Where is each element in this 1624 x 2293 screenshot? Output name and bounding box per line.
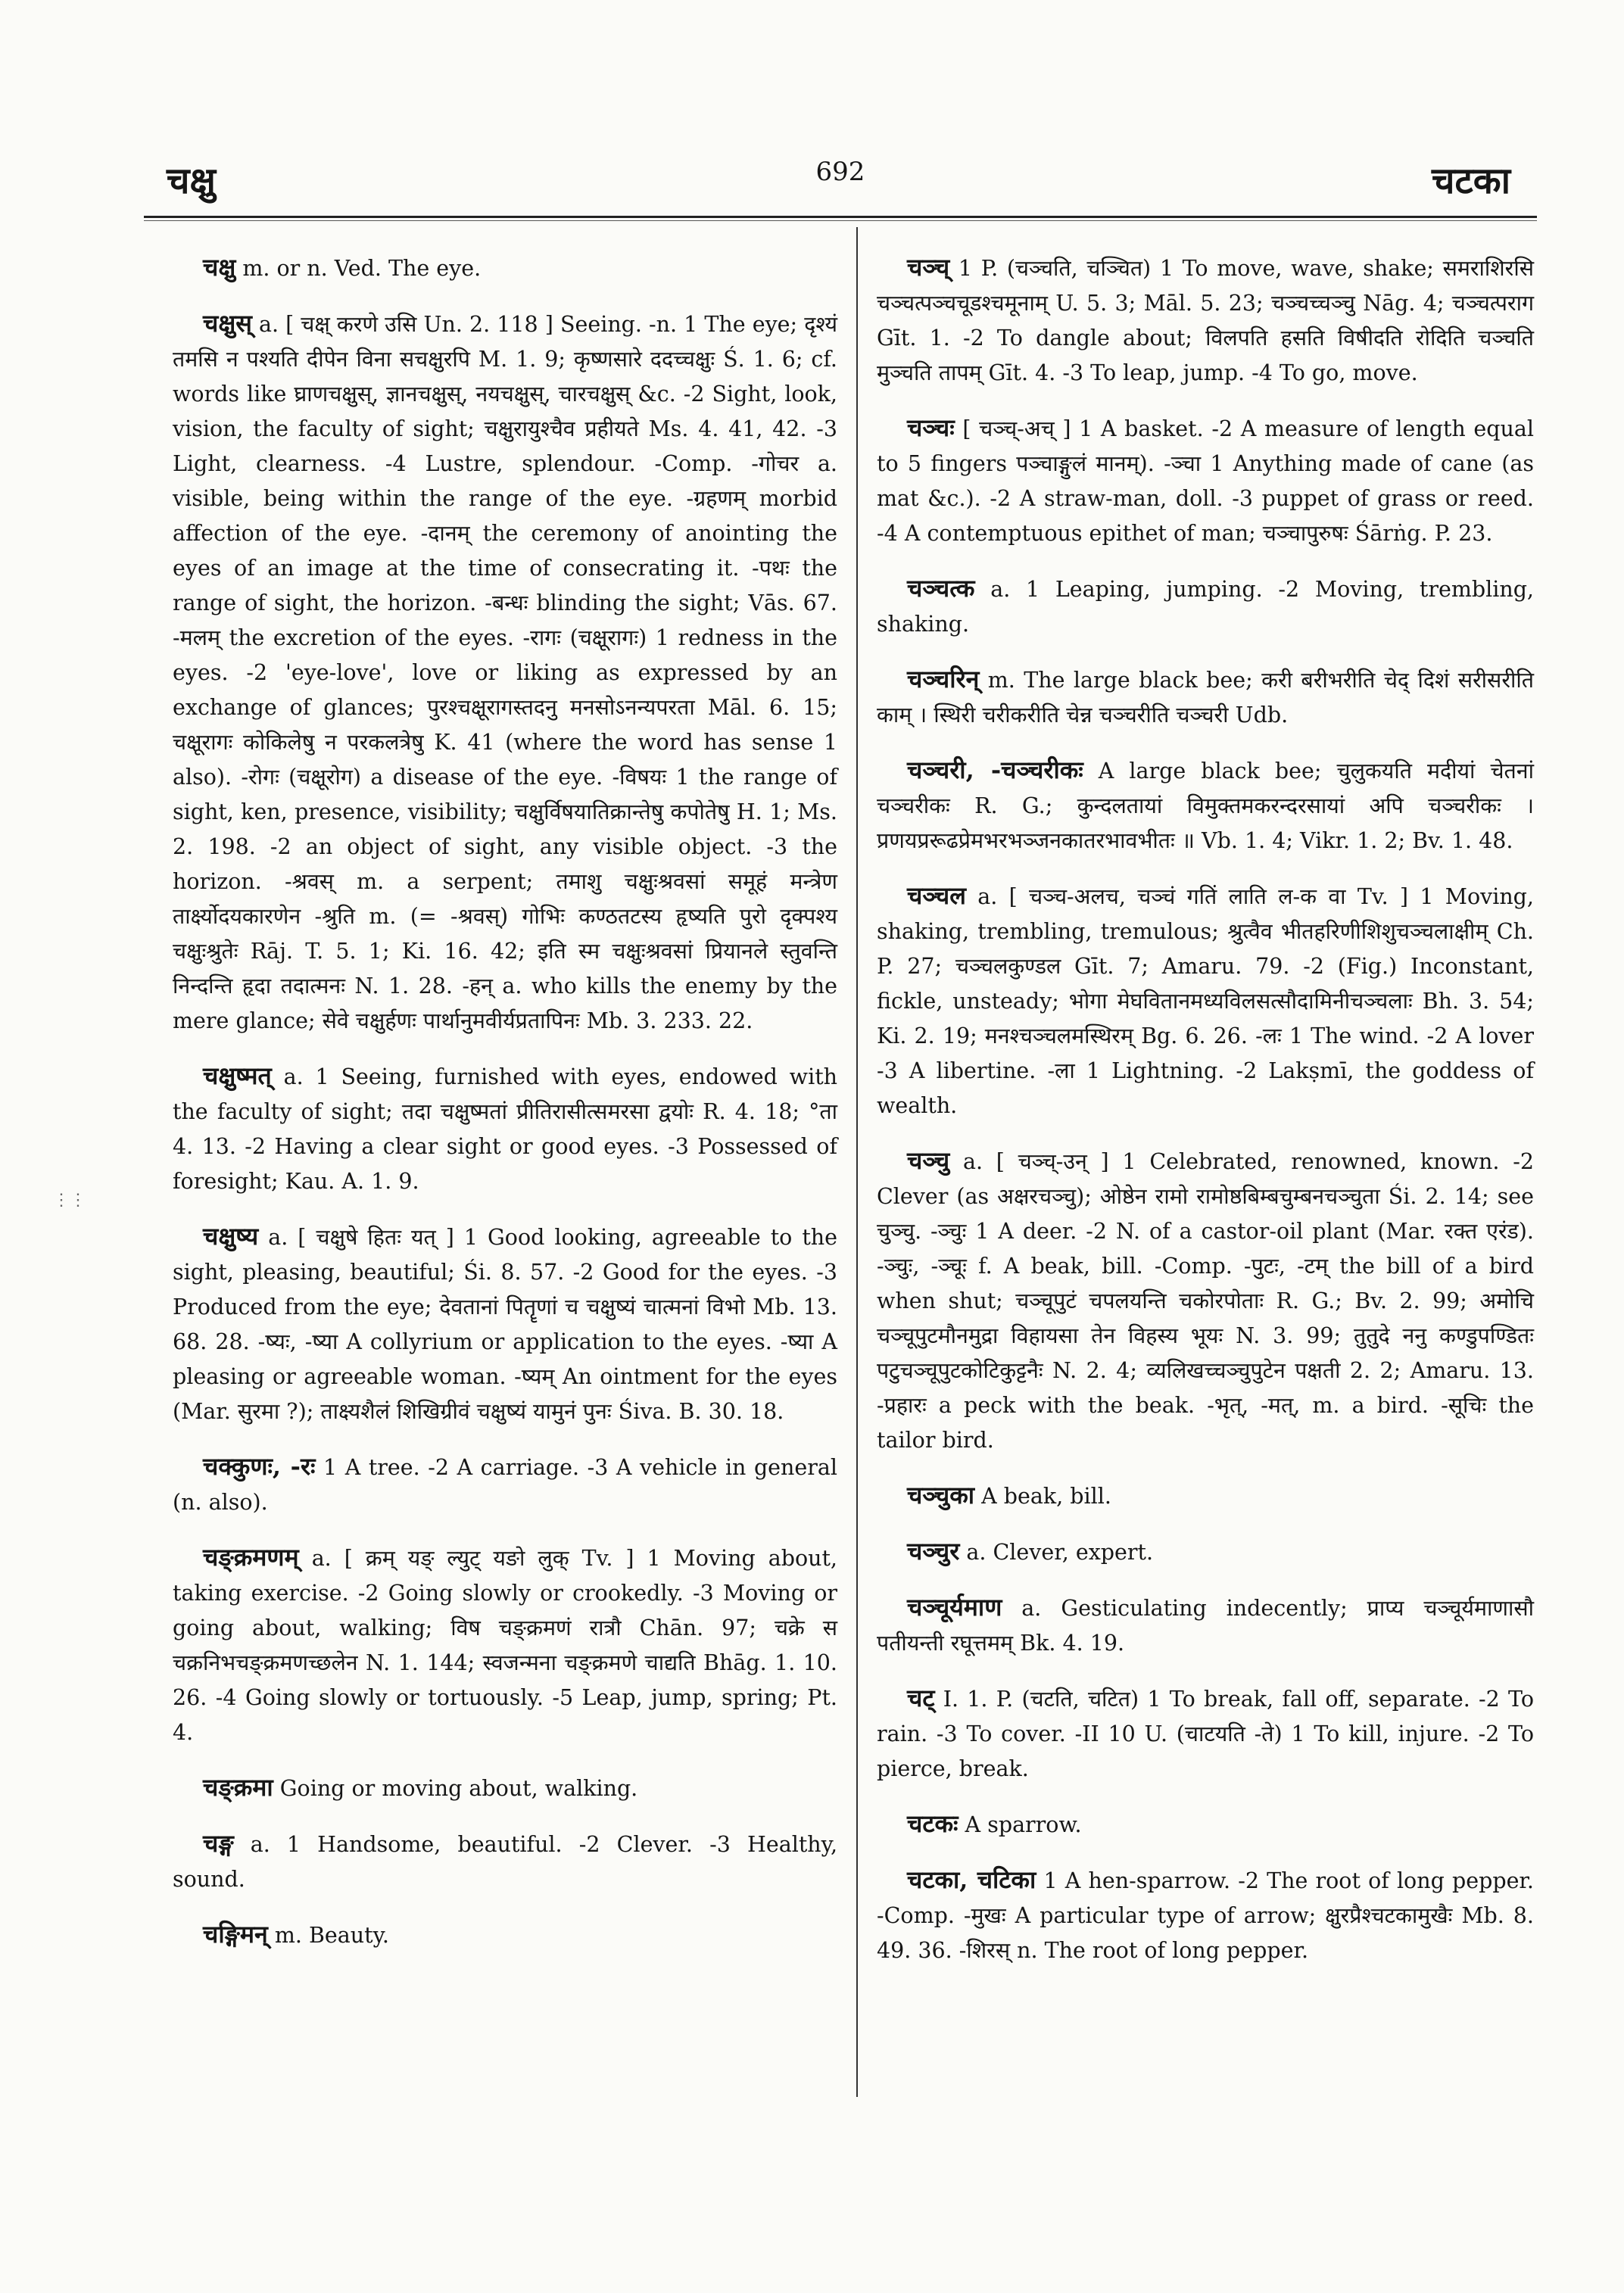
entry-headword: चङ्ग xyxy=(203,1829,234,1858)
dictionary-entry xyxy=(877,250,1534,391)
entry-definition: m. The large black bee; करी बरीभरीति चेद् दिशं सरीसरीति काम् । स्थिरी चरीकरीति चेन्न चञ्चरीति चञ्चरी Udb. xyxy=(877,668,1534,727)
entry-definition: a. 1 Seeing, furnished with eyes, endowed with the faculty of sight; तदा चक्षुष्मतां प्रीतिरासीत्समरसा द्वयोः R. 4. 18; °ता 4. 13. -2 Having a clear sight or good eyes. -3 Possessed of foresight; Kau. A. 1. 9. xyxy=(173,1064,837,1194)
entry-definition: m. Beauty. xyxy=(267,1923,389,1948)
right-column xyxy=(877,250,1534,1988)
entry-definition: I. 1. P. (चटति, चटित) 1 To break, fall off, separate. -2 To rain. -3 To cover. -II 10 U. (चाटयति -ते) 1 To kill, injure. -2 To pierce, break. xyxy=(877,1687,1534,1781)
entry-headword: चञ्चत्क xyxy=(907,574,975,603)
entry-headword: चट् xyxy=(907,1684,935,1712)
entry-headword: चञ्चुर xyxy=(907,1537,960,1566)
entry-definition: Going or moving about, walking. xyxy=(273,1776,638,1801)
dictionary-entry xyxy=(877,752,1534,858)
left-column xyxy=(173,250,837,1973)
column-divider xyxy=(856,227,858,2097)
dictionary-entry xyxy=(877,1681,1534,1787)
dictionary-entry xyxy=(877,1478,1534,1514)
dictionary-entry xyxy=(173,1540,837,1750)
dictionary-entry xyxy=(877,662,1534,733)
entry-headword: चक्कुणः, -रः xyxy=(203,1452,316,1481)
dictionary-entry xyxy=(877,1143,1534,1458)
entry-definition: a. [ चक्ष् करणे उसि Un. 2. 118 ] Seeing. -n. 1 The eye; दृश्यं तमसि न पश्यति दीपेन विना सचक्षुरपि M. 1. 9; कृष्णसारे ददच्चक्षुः Ś. 1. 6; cf. words like घ्राणचक्षुस्, ज्ञानचक्षुस्, नयचक्षुस्, चारचक्षुस् &c. -2 Sight, look, vision, the faculty of sight; चक्षुरायुश्चैव प्रहीयते Ms. 4. 41, 42. -3 Light, clearness. -4 Lustre, splendour. -Comp. -गोचर a. visible, being within the range of the eye. -ग्रहणम् morbid affection of the eye. -दानम् the ceremony of anointing the eyes of an image at the time of consecrating it. -पथः the range of sight, the horizon. -बन्धः blinding the sight; Vās. 67. -मलम् the excretion of the eyes. -रागः (चक्षूरागः) 1 redness in the eyes. -2 'eye-love', love or liking as expressed by an exchange of glances; पुरश्चक्षूरागस्तदनु मनसोऽनन्यपरता Māl. 6. 15; चक्षूरागः कोकिलेषु न परकलत्रेषु K. 41 (where the word has sense 1 also). -रोगः (चक्षूरोग) a disease of the eye. -विषयः 1 the range of sight, ken, presence, visibility; चक्षुर्विषयातिक्रान्तेषु कपोतेषु H. 1; Ms. 2. 198. -2 an object of sight, any visible object. -3 the horizon. -श्रवस् m. a serpent; तमाशु चक्षुःश्रवसां समूहं मन्त्रेण तार्क्ष्योदयकारणेन -श्रुति m. (= -श्रवस्) गोभिः कण्ठतटस्य हृष्यति पुरो दृक्पश्य चक्षुःश्रुतेः Rāj. T. 5. 1; Ki. 16. 42; इति स्म चक्षुःश्रवसां प्रियानले स्तुवन्ति निन्दन्ति हृदा तदात्मनः N. 1. 28. -हन् a. who kills the enemy by the mere glance; सेवे चक्षुर्हणः पार्थानुमवीर्यप्रतापिनः Mb. 3. 233. 22. xyxy=(173,312,837,1033)
dictionary-entry xyxy=(173,306,837,1039)
entry-definition: 1 P. (चञ्चति, चञ्चित) 1 To move, wave, shake; समराशिरसि चञ्चत्पञ्चचूडश्चमूनाम् U. 5. 3; Māl. 5. 23; चञ्चच्चञ्चु Nāg. 4; चञ्चत्पराग Gīt. 1. -2 To dangle about; विलपति हसति विषीदति रोदिति चञ्चति मुञ्चति तापम् Gīt. 4. -3 To leap, jump. -4 To go, move. xyxy=(877,256,1534,385)
dictionary-entry xyxy=(173,1219,837,1429)
entry-headword: चङ्क्रमणम् xyxy=(203,1543,299,1572)
entry-definition: m. or n. Ved. The eye. xyxy=(235,256,482,281)
entry-headword: चञ्चरिन् xyxy=(907,665,980,693)
entry-definition: A large black bee; चुलुकयति मदीयां चेतनां चञ्चरीकः R. G.; कुन्दलतायां विमुक्तमकरन्दरसायां अपि चञ्चरीकः । प्रणयप्ररूढप्रेमभरभञ्जनकातरभावभीतः ॥ Vb. 1. 4; Vikr. 1. 2; Bv. 1. 48. xyxy=(877,759,1534,853)
dictionary-entry xyxy=(173,1917,837,1953)
entry-headword: चक्षु xyxy=(203,253,236,282)
entry-definition: a. [ क्रम् यङ् ल्युट् यङो लुक् Tv. ] 1 Moving about, taking exercise. -2 Going slowly or crookedly. -3 Moving or going about, walking; विष चङ्क्रमणं रात्रौ Chān. 97; चक्रे स चक्रनिभचङ्क्रमणच्छलेन N. 1. 144; स्वजन्मना चङ्क्रमणे चाद्यति Bhāg. 1. 10. 26. -4 Going slowly or tortuously. -5 Leap, jump, spring; Pt. 4. xyxy=(173,1546,837,1745)
dictionary-entry xyxy=(173,250,837,286)
header-rule xyxy=(144,216,1537,218)
entry-definition: a. [ चञ्च्-उन् ] 1 Celebrated, renowned, known. -2 Clever (as अक्षरचञ्चु); ओष्ठेन रामो रामोष्ठबिम्बचुम्बनचञ्चुता Śi. 2. 14; see चुञ्चु. -ञ्चुः 1 A deer. -2 N. of a castor-oil plant (Mar. रक्त एरंड). -ञ्चुः, -ञ्चूः f. A beak, bill. -Comp. -पुटः, -टम् the bill of a bird when shut; चञ्चूपुटं चपलयन्ति चकोरपोताः R. G.; Bv. 2. 99; अमोचि चञ्चूपुटमौनमुद्रा विहायसा तेन विहस्य भूयः N. 3. 99; तुतुदे ननु कण्डुपण्डितः पटुचञ्चूपुटकोटिकुट्टनैः N. 2. 4; व्यलिखच्चञ्चुपुटेन पक्षती 2. 2; Amaru. 13. -प्रहारः a peck with the beak. -भृत्, -मत्, m. a bird. -सूचिः the tailor bird. xyxy=(877,1149,1534,1453)
entry-definition: [ चञ्च्-अच् ] 1 A basket. -2 A measure of length equal to 5 fingers पञ्चाङ्गुलं मानम्). -ञ्चा 1 Anything made of cane (as mat &c.). -2 A straw-man, doll. -3 puppet of grass or reed. -4 A contemptuous epithet of man; चञ्चापुरुषः Śārṅg. P. 23. xyxy=(877,416,1534,546)
dictionary-entry xyxy=(877,410,1534,551)
dictionary-entry xyxy=(877,1590,1534,1661)
entry-headword: चङ्गिमन् xyxy=(203,1920,268,1949)
dictionary-entry xyxy=(173,1449,837,1520)
entry-definition: 1 A hen-sparrow. -2 The root of long pepper. -Comp. -मुखः A particular type of arrow; क्षुरप्रैश्चटकामुखैः Mb. 8. 49. 36. -शिरस् n. The root of long pepper. xyxy=(877,1868,1534,1963)
left-running-headword: चक्षु xyxy=(167,160,216,202)
entry-headword: चञ्चरी, -चञ्चरीकः xyxy=(907,756,1083,784)
header-rule-thin xyxy=(144,220,1537,221)
entry-definition: a. Gesticulating indecently; प्राप्य चञ्चूर्यमाणासौ पतीयन्ती रघूत्तमम् Bk. 4. 19. xyxy=(877,1596,1534,1656)
entry-headword: चक्षुष्मत् xyxy=(203,1061,272,1090)
entry-definition: 1 A tree. -2 A carriage. -3 A vehicle in general (n. also). xyxy=(173,1455,837,1515)
entry-definition: a. 1 Leaping, jumping. -2 Moving, trembling, shaking. xyxy=(877,577,1534,637)
entry-headword: चञ्चूर्यमाण xyxy=(907,1593,1002,1622)
entry-definition: a. [ चञ्च-अलच, चञ्चं गतिं लाति ल-क वा Tv. ] 1 Moving, shaking, trembling, tremulous; श्रुत्वैव भीतहरिणीशिशुचञ्चलाक्षीम् Ch. P. 27; चञ्चलकुण्डल Gīt. 7; Amaru. 79. -2 (Fig.) Inconstant, fickle, unsteady; भोगा मेघवितानमध्यविलसत्सौदामिनीचञ्चलाः Bh. 3. 54; Ki. 2. 19; मनश्चञ्चलमस्थिरम् Bg. 6. 26. -लः 1 The wind. -2 A lover -3 A libertine. -ला 1 Lightning. -2 Lakṣmī, the goddess of wealth. xyxy=(877,884,1534,1118)
page-header xyxy=(151,148,1529,208)
entry-headword: चञ्चुका xyxy=(907,1481,975,1509)
page-number: 692 xyxy=(815,157,865,187)
entry-definition: A beak, bill. xyxy=(974,1484,1111,1509)
entry-headword: चङ्क्रमा xyxy=(203,1773,273,1802)
entry-definition: A sparrow. xyxy=(958,1812,1082,1837)
right-running-headword: चटका xyxy=(1432,160,1510,202)
dictionary-entry xyxy=(877,1534,1534,1570)
dictionary-entry xyxy=(173,1826,837,1897)
entry-definition: a. 1 Handsome, beautiful. -2 Clever. -3 Healthy, sound. xyxy=(173,1832,837,1892)
entry-headword: चञ्च् xyxy=(907,253,950,282)
entry-definition: a. [ चक्षुषे हितः यत् ] 1 Good looking, agreeable to the sight, pleasing, beautiful; Śi. 8. 57. -2 Good for the eyes. -3 Produced from the eye; देवतानां पितॄणां च चक्षुष्यं चात्मनां विभो Mb. 13. 68. 28. -ष्यः, -ष्या A collyrium or application to the eyes. -ष्या A pleasing or agreeable woman. -ष्यम् An ointment for the eyes (Mar. सुरमा ?); ताक्ष्यशैलं शिखिग्रीवं चक्षुष्यं यामुनं पुनः Śiva. B. 30. 18. xyxy=(173,1225,837,1424)
dictionary-entry xyxy=(877,878,1534,1123)
entry-headword: चटका, चटिका xyxy=(907,1865,1036,1894)
entry-headword: चटकः xyxy=(907,1809,959,1838)
dictionary-entry xyxy=(877,1806,1534,1843)
entry-definition: a. Clever, expert. xyxy=(959,1540,1154,1565)
entry-headword: चक्षुष्य xyxy=(203,1222,259,1251)
dictionary-entry xyxy=(877,1862,1534,1968)
dictionary-entry xyxy=(173,1770,837,1806)
entry-headword: चक्षुस् xyxy=(203,309,252,338)
entry-headword: चञ्चः xyxy=(907,413,955,442)
entry-headword: चञ्चु xyxy=(907,1146,950,1175)
dictionary-entry xyxy=(173,1058,837,1199)
dictionary-entry xyxy=(877,571,1534,642)
margin-marks: ⋮⋮ xyxy=(53,1191,86,1210)
entry-headword: चञ्चल xyxy=(907,881,966,910)
